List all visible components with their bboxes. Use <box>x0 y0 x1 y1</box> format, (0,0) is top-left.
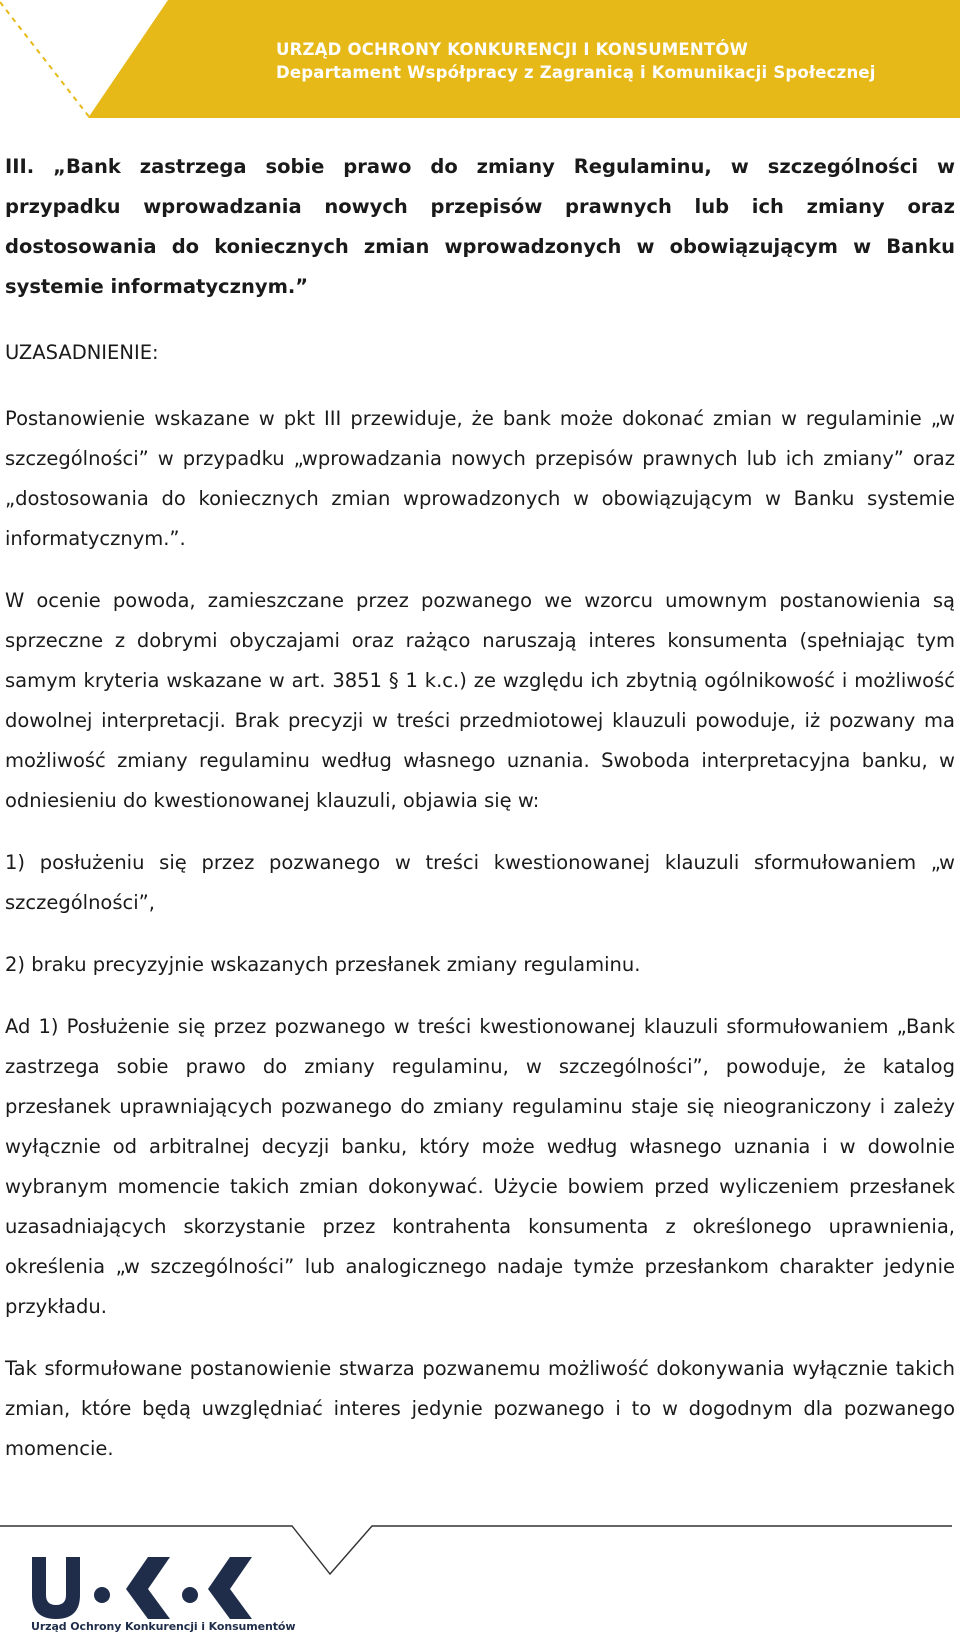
uokik-logo <box>30 1551 290 1631</box>
justification-heading: UZASADNIENIE: <box>5 341 159 364</box>
paragraph-ad1: Ad 1) Posłużenie się przez pozwanego w treści kwestionowanej klauzuli sformułowaniem „Bank zastrzega sobie prawo do zmiany regulaminu, w szczególności”, powoduje, że katalog przesłanek uprawniających pozwanego do zmiany regulaminu staje się nieograniczony i zależy wyłącznie od arbitralnej decyzji banku, który może według własnego uznania i w dowolnie wybranym momencie takich zmian dokonywać. Użycie bowiem przed wyliczeniem przesłanek uzasadniających skorzystanie przez kontrahenta konsumenta z określonego uprawnienia, określenia „w szczególności” lub analogicznego nadaje tymże przesłankom charakter jedynie przykładu. <box>5 1015 955 1318</box>
header-text <box>276 38 876 84</box>
logo-chevron-2 <box>208 1557 252 1619</box>
logo-dot-2 <box>182 1587 198 1603</box>
logo-dot-1 <box>94 1587 110 1603</box>
document-body <box>5 147 955 1469</box>
list-item-2: 2) braku precyzyjnie wskazanych przesłanek zmiany regulaminu. <box>5 953 641 976</box>
header-org-name: URZĄD OCHRONY KONKURENCJI I KONSUMENTÓW <box>276 40 748 59</box>
header-department: Departament Współpracy z Zagranicą i Komunikacji Społecznej <box>276 63 876 82</box>
paragraph-final: Tak sformułowane postanowienie stwarza pozwanemu możliwość dokonywania wyłącznie takich zmian, które będą uwzględniać interes jedynie pozwanego i to w dogodnym dla pozwanego momencie. <box>5 1357 955 1460</box>
logo-letter-u <box>32 1557 80 1619</box>
header-dashed-diagonal <box>0 2 90 118</box>
logo-chevron-1 <box>126 1557 170 1619</box>
footer-caption: Urząd Ochrony Konkurencji i Konsumentów <box>31 1620 296 1633</box>
paragraph-1: Postanowienie wskazane w pkt III przewiduje, że bank może dokonać zmian w regulaminie „w szczególności” w przypadku „wprowadzania nowych przepisów prawnych lub ich zmiany” oraz „dostosowania do koniecznych zmian wprowadzonych w obowiązującym w Banku systemie informatycznym.”. <box>5 407 955 550</box>
clause-text: III. „Bank zastrzega sobie prawo do zmiany Regulaminu, w szczególności w przypadku wprowadzania nowych przepisów prawnych lub ich zmiany oraz dostosowania do koniecznych zmian wprowadzonych w obowiązującym w Banku systemie informatycznym.” <box>5 155 955 298</box>
paragraph-2: W ocenie powoda, zamieszczane przez pozwanego we wzorcu umownym postanowienia są sprzeczne z dobrymi obyczajami oraz rażąco naruszają interes konsumenta (spełniając tym samym kryteria wskazane w art. 3851 § 1 k.c.) ze względu ich zbytnią ogólnikowość i możliwość dowolnej interpretacji. Brak precyzji w treści przedmiotowej klauzuli powoduje, iż pozwany ma możliwość zmiany regulaminu według własnego uznania. Swoboda interpretacyjna banku, w odniesieniu do kwestionowanej klauzuli, objawia się w: <box>5 589 955 812</box>
list-item-1: 1) posłużeniu się przez pozwanego w treści kwestionowanej klauzuli sformułowaniem „w szczególności”, <box>5 851 955 914</box>
